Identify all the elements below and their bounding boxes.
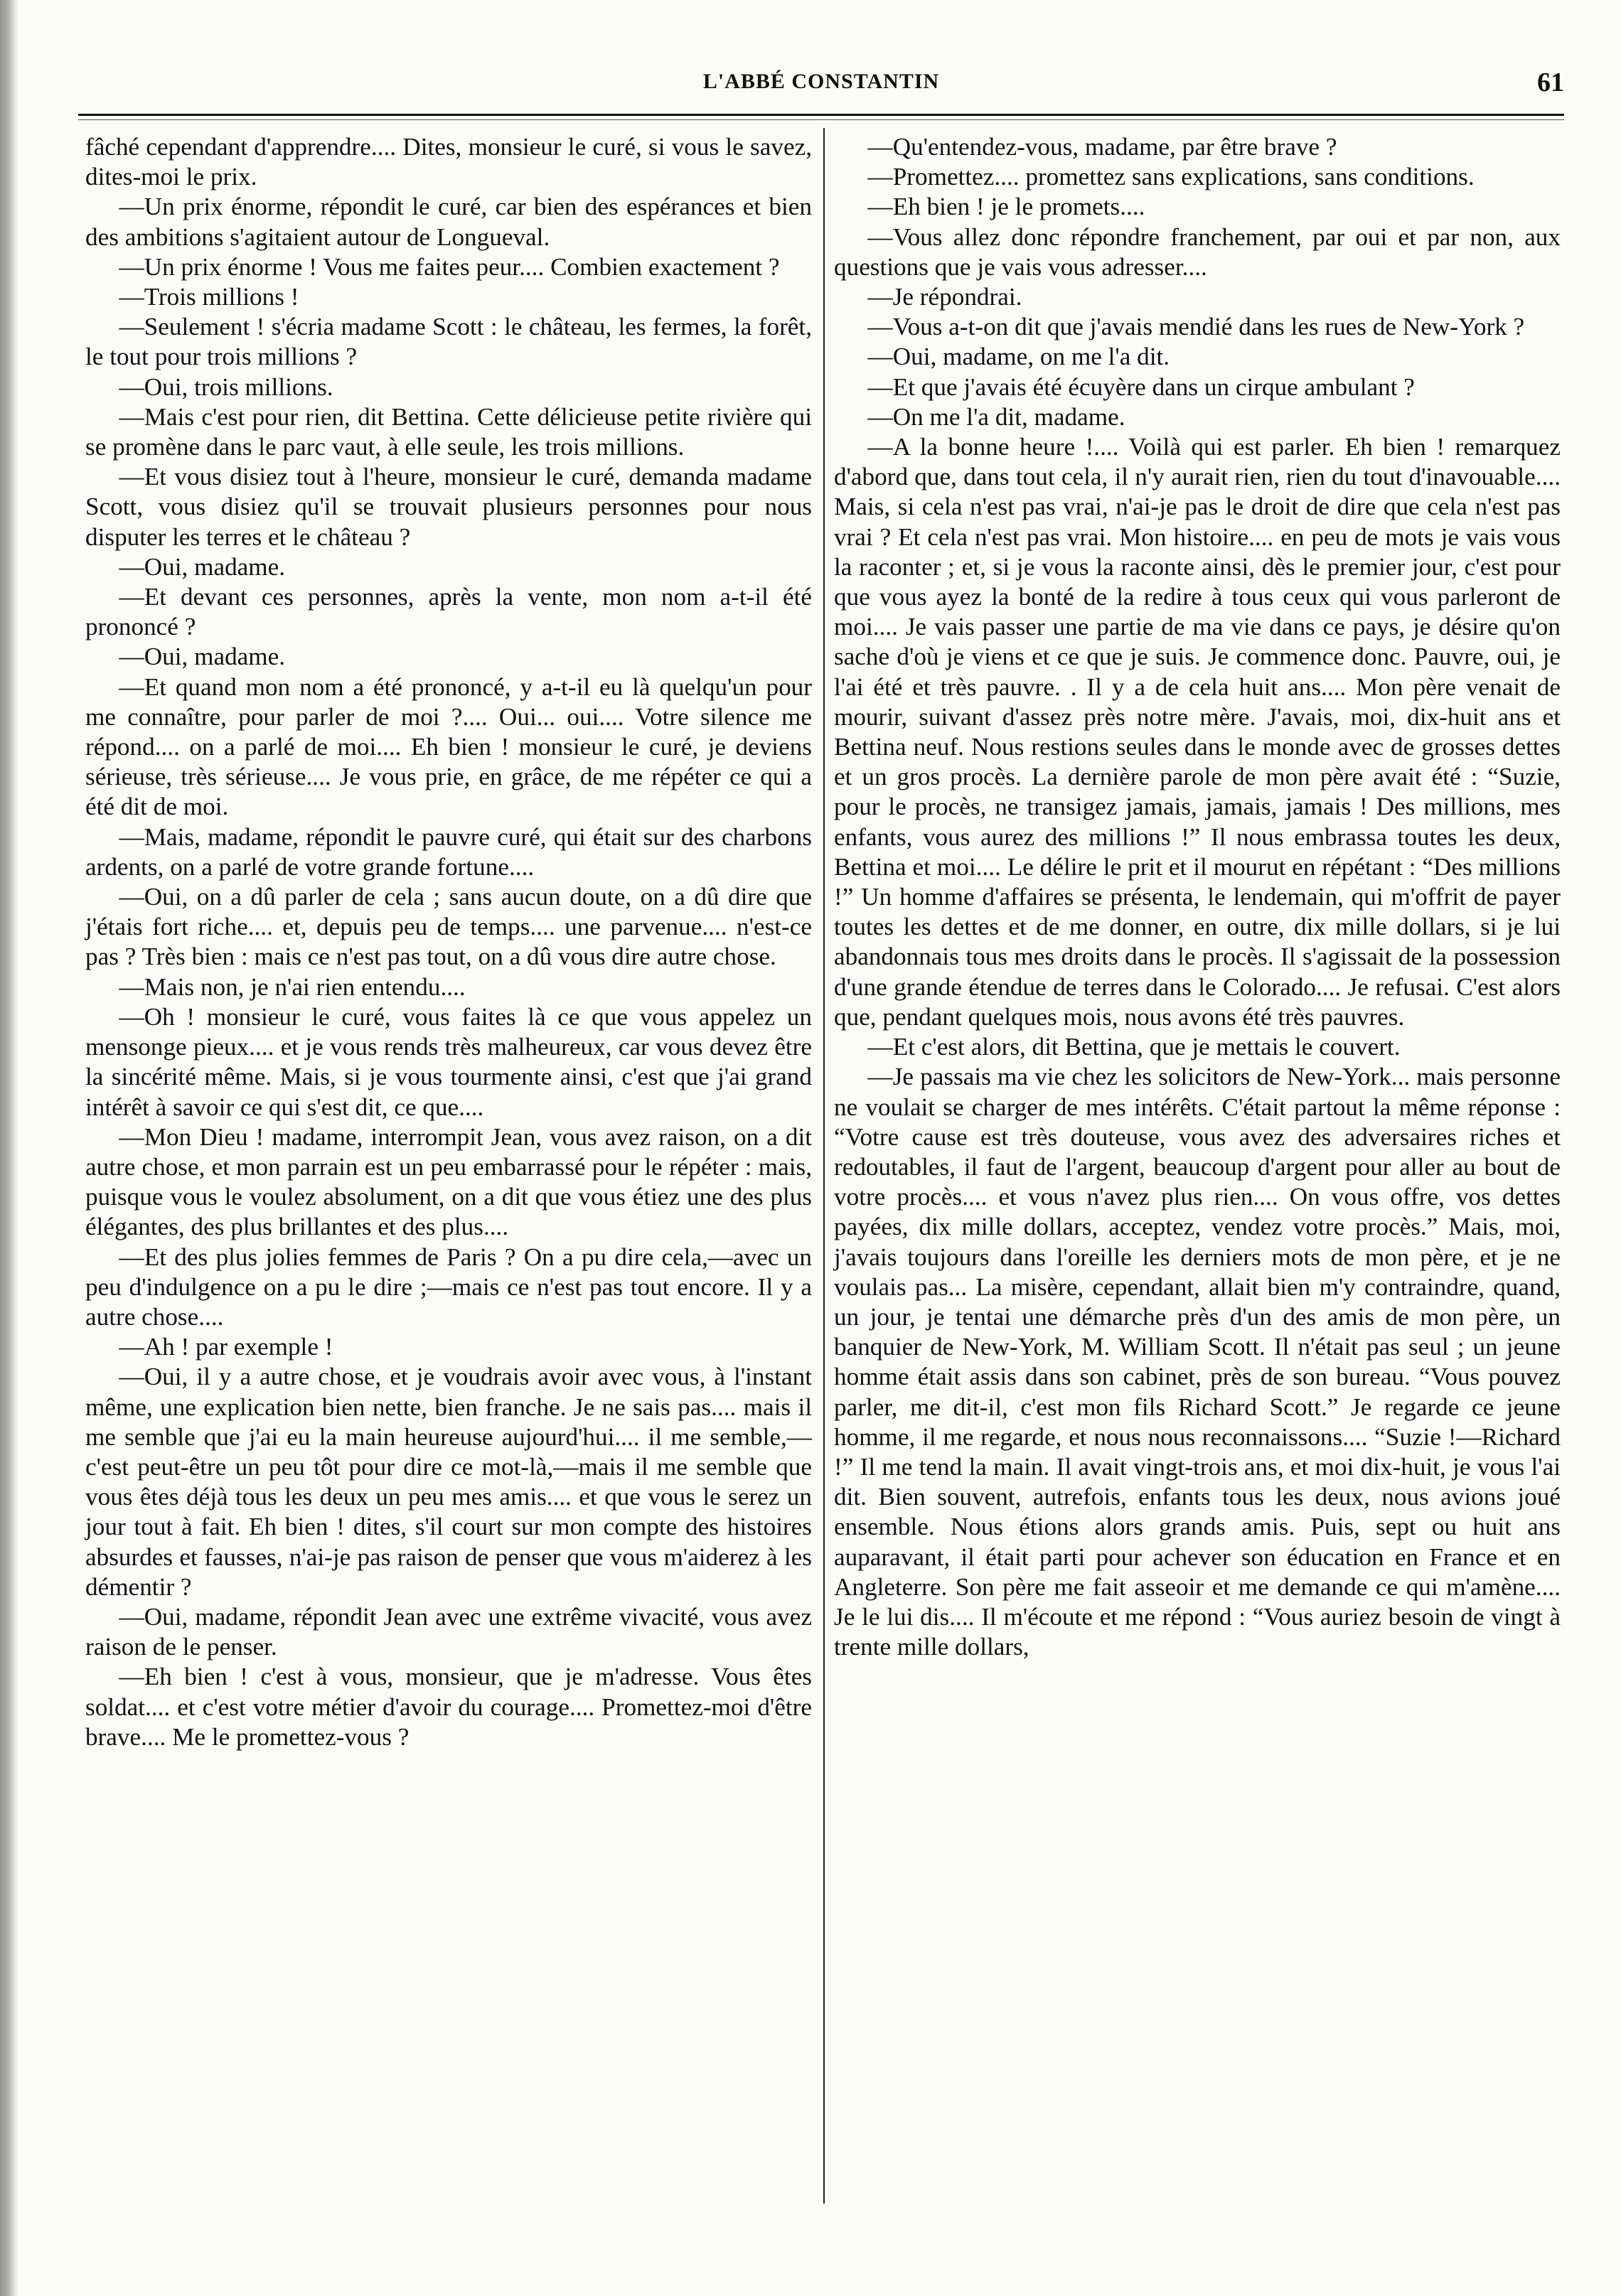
paragraph: —Promettez.... promettez sans explications, sans conditions. (867, 163, 1475, 191)
paragraph: —Eh bien ! je le promets.... (867, 193, 1145, 221)
paragraph: —Oui, on a dû parler de cela ; sans aucun doute, on a dû dire que j'étais fort riche.... et, depuis peu de temps.... une parvenue.... n'est-ce pas ? Très bien : mais ce n'est pas tout, on a dû vous dire autre chose. (85, 883, 812, 971)
paragraph: —Et quand mon nom a été prononcé, y a-t-il eu là quelqu'un pour me connaître, pour parler de moi ?.... Oui... oui.... Votre silence me répond.... on a parlé de moi.... Eh bien ! monsieur le curé, je deviens sérieuse, très sérieuse.... Je vous prie, en grâce, de me répéter ce qui a été dit de moi. (85, 672, 812, 821)
paragraph: —Et vous disiez tout à l'heure, monsieur le curé, demanda madame Scott, vous disiez qu'il se trouvait plusieurs personnes pour nous disputer les terres et le château ? (85, 463, 812, 551)
paragraph: —Oh ! monsieur le curé, vous faites là ce que vous appelez un mensonge pieux.... et je vous rends très malheureux, car vous devez être la sincérité même. Mais, si je vous tourmente ainsi, c'est que j'ai grand intérêt à savoir ce qui s'est dit, ce que.... (85, 1002, 812, 1121)
paragraph: —Et des plus jolies femmes de Paris ? On a pu dire cela,—avec un peu d'indulgence on a pu le dire ;—mais ce n'est pas tout encore. Il y a autre chose.... (85, 1243, 812, 1331)
paragraph: —Ah ! par exemple ! (119, 1333, 333, 1361)
paragraph: —Oui, madame, on me l'a dit. (867, 343, 1170, 371)
paragraph: fâché cependant d'apprendre.... Dites, monsieur le curé, si vous le savez, dites-moi le prix. (85, 133, 812, 191)
page-number: 61 (1537, 68, 1564, 97)
paragraph: —Trois millions ! (119, 283, 299, 311)
paragraph: —Vous allez donc répondre franchement, par oui et par non, aux questions que je vais vous adresser.... (834, 222, 1561, 281)
paragraph: —Et devant ces personnes, après la vente, mon nom a-t-il été prononcé ? (85, 583, 812, 641)
paragraph: —Oui, madame. (119, 552, 286, 581)
paragraph: —Vous a-t-on dit que j'avais mendié dans les rues de New-York ? (867, 313, 1525, 341)
paragraph: —Un prix énorme ! Vous me faites peur.... Combien exactement ? (119, 252, 780, 281)
paragraph: —Oui, il y a autre chose, et je voudrais avoir avec vous, à l'instant même, une explication bien nette, bien franche. Je ne sais pas.... mais il me semble que j'ai eu la main heureuse aujourd'hui.... il me semble,—c'est peut-être un peu tôt pour dire ce mot-là,—mais il me semble que vous êtes déjà tous les deux un peu mes amis.... et que vous le serez un jour tout à fait. Eh bien ! dites, s'il court sur mon compte des histoires absurdes et fausses, n'ai-je pas raison de penser que vous m'aiderez à les démentir ? (85, 1363, 812, 1601)
paragraph: —Mais, madame, répondit le pauvre curé, qui était sur des charbons ardents, on a parlé de votre grande fortune.... (85, 822, 812, 881)
right-column (834, 132, 1561, 1662)
paragraph: —Mais non, je n'ai rien entendu.... (119, 972, 466, 1001)
paragraph: —Oui, madame, répondit Jean avec une extrême vivacité, vous avez raison de le penser. (85, 1602, 812, 1661)
paragraph: —Et c'est alors, dit Bettina, que je mettais le couvert. (867, 1033, 1401, 1061)
paragraph: —Je passais ma vie chez les solicitors de New-York... mais personne ne voulait se charger de mes intérêts. C'était partout la même réponse : “Votre cause est très douteuse, vous avez des adversaires riches et redoutables, il faut de l'argent, beaucoup d'argent pour aller au bout de votre procès.... et vous n'avez plus rien.... On vous offre, vos dettes payées, dix mille dollars, acceptez, vendez votre procès.” Mais, moi, j'avais toujours dans l'oreille les derniers mots de mon père, et je ne voulais pas... La misère, cependant, allait bien m'y contraindre, quand, un jour, je tentai une démarche près d'un des amis de mon père, un banquier de New-York, M. William Scott. Il n'était pas seul ; un jeune homme était assis dans son cabinet, près de son bureau. “Vous pouvez parler, me dit-il, c'est mon fils Richard Scott.” Je regarde ce jeune homme, il me regarde, et nous nous reconnaissons.... “Suzie !—Richard !” Il me tend la main. Il avait vingt-trois ans, et moi dix-huit, je vous l'ai dit. Bien souvent, autrefois, enfants tous les deux, nous avions joué ensemble. Nous étions alors grands amis. Puis, sept ou huit ans auparavant, il était parti pour achever son éducation en France et en Angleterre. Son père me fait asseoir et me demande ce qui m'amène.... Je le lui dis.... Il m'écoute et me répond : “Vous auriez besoin de vingt à trente mille dollars, (834, 1063, 1561, 1661)
header-rule (78, 114, 1564, 116)
running-title: L'ABBÉ CONSTANTIN (702, 70, 940, 93)
binding-edge (0, 0, 18, 2296)
paragraph: —Oui, trois millions. (119, 372, 333, 401)
paragraph: —Seulement ! s'écria madame Scott : le château, les fermes, la forêt, le tout pour trois millions ? (85, 313, 812, 371)
paragraph: —Oui, madame. (119, 643, 286, 671)
paragraph: —Eh bien ! c'est à vous, monsieur, que je m'adresse. Vous êtes soldat.... et c'est votre métier d'avoir du courage.... Promettez-moi d'être brave.... Me le promettez-vous ? (85, 1663, 812, 1751)
paragraph: —Un prix énorme, répondit le curé, car bien des espérances et bien des ambitions s'agitaient autour de Longueval. (85, 193, 812, 251)
paragraph: —Et que j'avais été écuyère dans un cirque ambulant ? (867, 372, 1415, 401)
page-header (78, 70, 1564, 104)
paragraph: —A la bonne heure !.... Voilà qui est parler. Eh bien ! remarquez d'abord que, dans tout cela, il n'y aurait rien, rien du tout d'inavouable.... Mais, si cela n'est pas vrai, n'ai-je pas le droit de dire que cela n'est pas vrai ? Et cela n'est pas vrai. Mon histoire.... en peu de mots je vais vous la raconter ; et, si je vous la raconte ainsi, dès le premier jour, c'est pour que vous ayez la bonté de la redire à tous ceux qui vous parleront de moi.... Je vais passer une partie de ma vie dans ce pays, je désire qu'on sache d'où je viens et ce que je suis. Je commence donc. Pauvre, oui, je l'ai été et très pauvre. . Il y a de cela huit ans.... Mon père venait de mourir, suivant d'assez près notre mère. J'avais, moi, dix-huit ans et Bettina neuf. Nous restions seules dans le monde avec de grosses dettes et un gros procès. La dernière parole de mon père avait été : “Suzie, pour le procès, ne transigez jamais, jamais, jamais ! Des millions, mes enfants, vous aurez des millions !” Il nous embrassa toutes les deux, Bettina et moi.... Le délire le prit et il mourut en répétant : “Des millions !” Un homme d'affaires se présenta, le lendemain, qui m'offrit de payer toutes les dettes et de me donner, en outre, dix mille dollars, si je lui abandonnais tous mes droits dans le procès. Il s'agissait de la possession d'une grande étendue de terres dans le Colorado.... Je refusai. C'est alors que, pendant quelques mois, nous avons été très pauvres. (834, 433, 1561, 1031)
header-rule-thin (78, 119, 1564, 120)
column-divider (823, 128, 825, 2204)
paragraph: —Mon Dieu ! madame, interrompit Jean, vous avez raison, on a dit autre chose, et mon parrain est un peu embarrassé pour le répéter : mais, puisque vous le voulez absolument, on a dit que vous étiez une des plus élégantes, des plus brillantes et des plus.... (85, 1122, 812, 1241)
paragraph: —Je répondrai. (867, 283, 1022, 311)
paragraph: —Mais c'est pour rien, dit Bettina. Cette délicieuse petite rivière qui se promène dans le parc vaut, à elle seule, les trois millions. (85, 402, 812, 461)
paragraph: —On me l'a dit, madame. (867, 402, 1125, 431)
left-column (85, 132, 812, 1752)
paragraph: —Qu'entendez-vous, madame, par être brave ? (867, 133, 1337, 161)
